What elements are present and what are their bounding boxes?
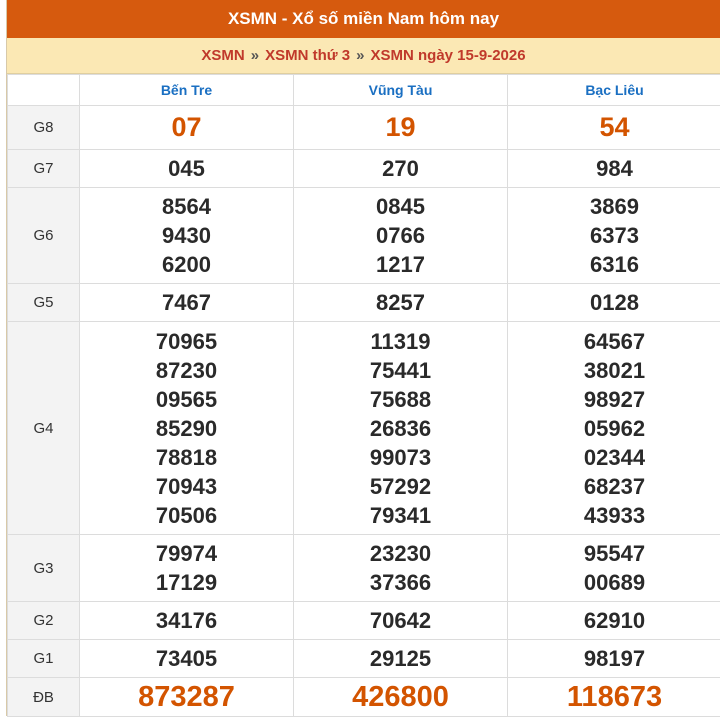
prize-number: 87230 — [80, 356, 293, 385]
prize-number: 873287 — [80, 683, 293, 712]
prize-row-g4 — [8, 322, 720, 535]
prize-cell — [294, 678, 508, 717]
prize-number: 79341 — [294, 501, 507, 530]
prize-number: 6373 — [508, 221, 720, 250]
breadcrumb-link-xsmn[interactable]: XSMN — [201, 47, 244, 64]
prize-number: 99073 — [294, 443, 507, 472]
prize-cell — [294, 602, 508, 640]
prize-label: G3 — [8, 535, 80, 602]
prize-label: G5 — [8, 284, 80, 322]
prize-cell — [294, 535, 508, 602]
corner-cell — [8, 75, 80, 106]
prize-cell — [80, 602, 294, 640]
prize-number: 3869 — [508, 192, 720, 221]
prize-row-g3 — [8, 535, 720, 602]
prize-number: 43933 — [508, 501, 720, 530]
prize-cell — [80, 150, 294, 188]
prize-row-g8 — [8, 106, 720, 150]
prize-number: 6200 — [80, 250, 293, 279]
prize-number: 68237 — [508, 472, 720, 501]
prize-number: 05962 — [508, 414, 720, 443]
prize-number: 00689 — [508, 568, 720, 597]
prize-number: 9430 — [80, 221, 293, 250]
prize-cell — [80, 106, 294, 150]
results-panel — [6, 0, 720, 716]
prize-number: 0845 — [294, 192, 507, 221]
prize-cell — [508, 106, 720, 150]
prize-number: 98197 — [508, 644, 720, 673]
prize-number: 26836 — [294, 414, 507, 443]
prize-label: G6 — [8, 188, 80, 284]
prize-number: 1217 — [294, 250, 507, 279]
prize-cell — [294, 284, 508, 322]
prize-cell — [80, 678, 294, 717]
prize-row-g5 — [8, 284, 720, 322]
prize-cell — [508, 678, 720, 717]
prize-cell — [294, 188, 508, 284]
prize-number: 57292 — [294, 472, 507, 501]
prize-cell — [508, 535, 720, 602]
prize-number: 38021 — [508, 356, 720, 385]
breadcrumb-separator: » — [251, 47, 259, 64]
prize-number: 23230 — [294, 539, 507, 568]
prize-number: 09565 — [80, 385, 293, 414]
prize-cell — [80, 284, 294, 322]
prize-cell — [508, 602, 720, 640]
prize-number: 95547 — [508, 539, 720, 568]
prize-row-db — [8, 678, 720, 717]
prize-cell — [294, 106, 508, 150]
prize-number: 0766 — [294, 221, 507, 250]
prize-number: 045 — [80, 154, 293, 183]
province-ben-tre[interactable]: Bến Tre — [80, 75, 294, 106]
prize-number: 984 — [508, 154, 720, 183]
prize-number: 73405 — [80, 644, 293, 673]
prize-label: G8 — [8, 106, 80, 150]
prize-cell — [80, 535, 294, 602]
prize-number: 7467 — [80, 288, 293, 317]
prize-number: 70506 — [80, 501, 293, 530]
prize-number: 118673 — [508, 683, 720, 712]
prize-number: 70642 — [294, 606, 507, 635]
prize-number: 70943 — [80, 472, 293, 501]
prize-label: G1 — [8, 640, 80, 678]
prize-label: G7 — [8, 150, 80, 188]
breadcrumb-separator: » — [356, 47, 364, 64]
prize-number: 11319 — [294, 327, 507, 356]
prize-number: 0128 — [508, 288, 720, 317]
breadcrumb-link-weekday[interactable]: XSMN thứ 3 — [265, 47, 350, 64]
prize-number: 54 — [508, 113, 720, 142]
prize-number: 17129 — [80, 568, 293, 597]
prize-number: 75688 — [294, 385, 507, 414]
prize-cell — [508, 322, 720, 535]
prize-row-g6 — [8, 188, 720, 284]
prize-number: 8257 — [294, 288, 507, 317]
prize-number: 270 — [294, 154, 507, 183]
prize-number: 426800 — [294, 683, 507, 712]
prize-row-g2 — [8, 602, 720, 640]
prize-number: 78818 — [80, 443, 293, 472]
prize-number: 70965 — [80, 327, 293, 356]
prize-number: 19 — [294, 113, 507, 142]
prize-number: 98927 — [508, 385, 720, 414]
prize-cell — [80, 322, 294, 535]
prize-label: ĐB — [8, 678, 80, 717]
prize-number: 8564 — [80, 192, 293, 221]
prize-cell — [508, 188, 720, 284]
prize-cell — [294, 150, 508, 188]
prize-number: 85290 — [80, 414, 293, 443]
province-vung-tau[interactable]: Vũng Tàu — [294, 75, 508, 106]
breadcrumb — [7, 38, 720, 74]
prize-number: 79974 — [80, 539, 293, 568]
prize-cell — [80, 188, 294, 284]
prize-number: 07 — [80, 113, 293, 142]
prize-cell — [508, 150, 720, 188]
prize-number: 34176 — [80, 606, 293, 635]
prize-number: 75441 — [294, 356, 507, 385]
prize-number: 37366 — [294, 568, 507, 597]
prize-number: 02344 — [508, 443, 720, 472]
prize-number: 29125 — [294, 644, 507, 673]
province-header-row — [8, 75, 720, 106]
prize-cell — [508, 640, 720, 678]
prize-number: 64567 — [508, 327, 720, 356]
prize-cell — [80, 640, 294, 678]
prize-number: 62910 — [508, 606, 720, 635]
results-table — [7, 74, 720, 717]
prize-label: G2 — [8, 602, 80, 640]
prize-row-g7 — [8, 150, 720, 188]
prize-label: G4 — [8, 322, 80, 535]
breadcrumb-link-date[interactable]: XSMN ngày 15-9-2026 — [371, 47, 526, 64]
prize-row-g1 — [8, 640, 720, 678]
prize-cell — [294, 322, 508, 535]
prize-cell — [294, 640, 508, 678]
page-title: XSMN - Xổ số miền Nam hôm nay — [7, 0, 720, 38]
prize-number: 6316 — [508, 250, 720, 279]
prize-cell — [508, 284, 720, 322]
province-bac-lieu[interactable]: Bạc Liêu — [508, 75, 720, 106]
